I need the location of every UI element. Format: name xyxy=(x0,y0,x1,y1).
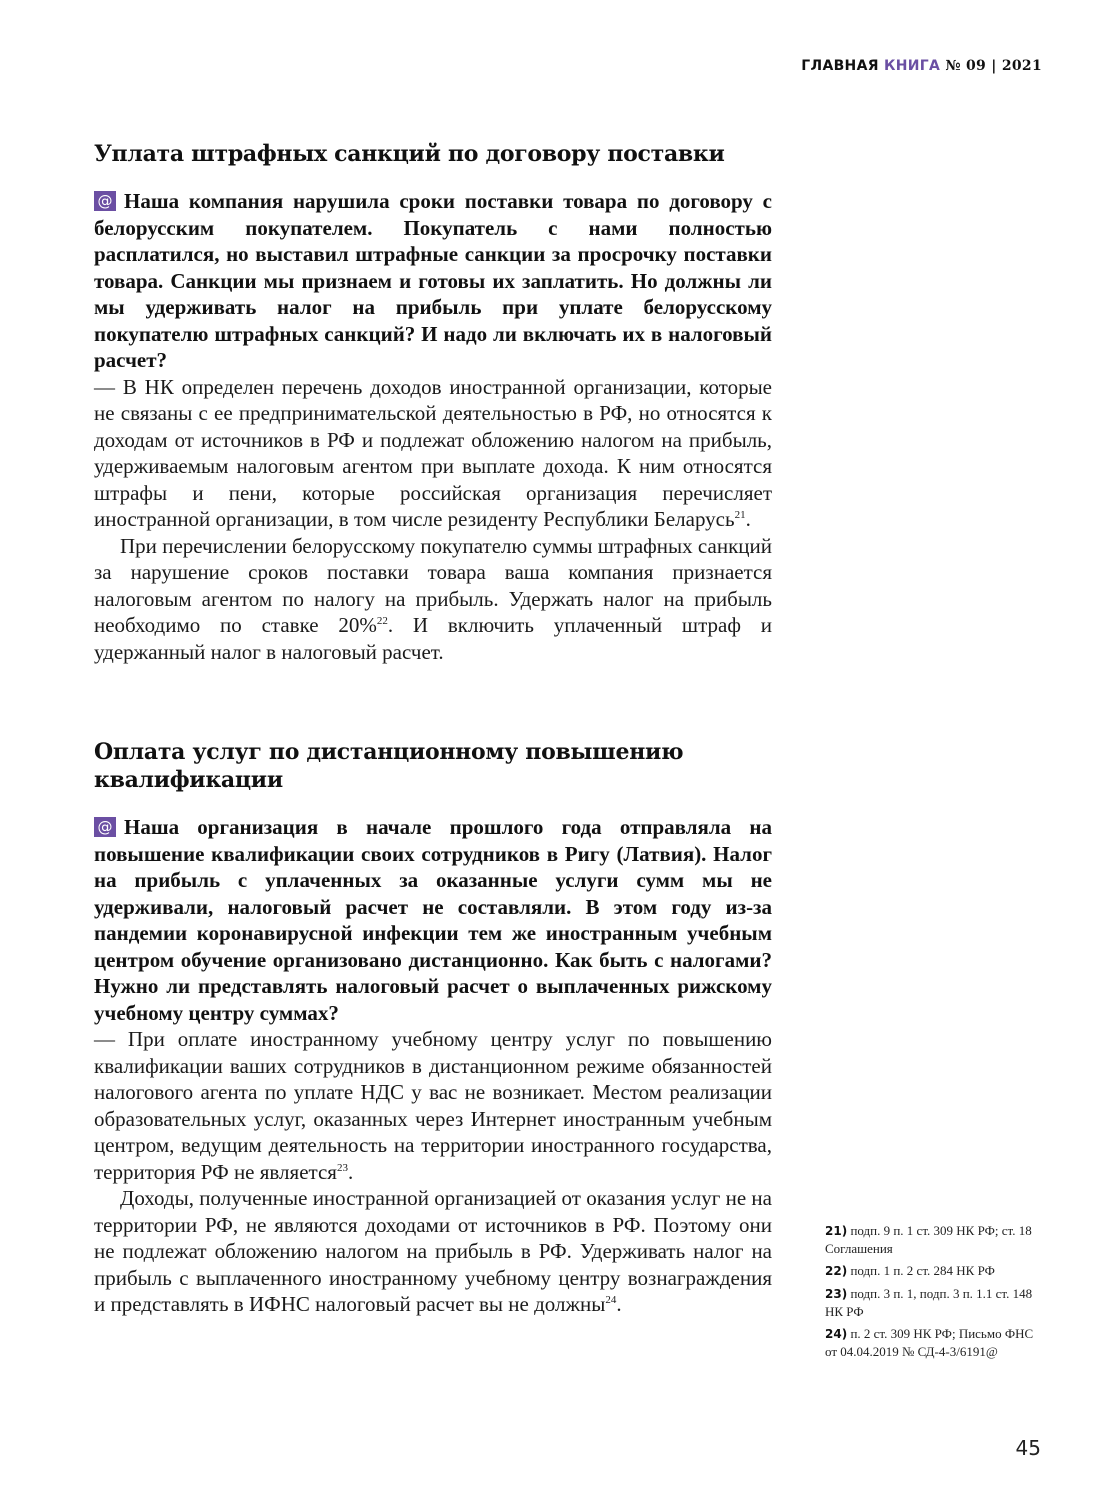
section-remote-training xyxy=(94,738,772,1318)
at-icon: @ xyxy=(94,191,116,211)
footnote-ref[interactable]: 24 xyxy=(605,1294,617,1306)
footnotes xyxy=(825,1222,1040,1365)
answer-text: — В НК определен перечень доходов иностранной организации, которые не связаны с ее предпринимательской деятельностью в РФ, но относятся к доходам от источников в РФ и подлежат обложению налогом на прибыль, удерживаемым налоговым агентом при выплате дохода. К ним относятся штрафы и пени, которые российская организация перечисляет иностранной организации, в том числе резиденту Республики Беларусь xyxy=(94,374,772,531)
period: . xyxy=(745,507,751,531)
footnote-21 xyxy=(825,1222,1040,1257)
masthead xyxy=(801,58,1042,74)
brand-name-part2: КНИГА xyxy=(883,58,941,74)
section-penalty-payment xyxy=(94,140,772,665)
footnote-text: п. 2 ст. 309 НК РФ; Письмо ФНС от 04.04.2019 № СД-4-3/6191@ xyxy=(825,1326,1034,1359)
answer-text: При перечислении белорусскому покупателю суммы штрафных санкций за нарушение сроков поставки товара ваша компания признается налоговым агентом по налогу на прибыль. Удержать налог на прибыль необходимо по ставке 20% xyxy=(94,533,772,637)
question-text xyxy=(94,188,772,374)
footnote-23 xyxy=(825,1285,1040,1320)
period: . xyxy=(347,1159,354,1184)
footnote-text: подп. 1 п. 2 ст. 284 НК РФ xyxy=(850,1263,995,1278)
answer-paragraph-1 xyxy=(94,1026,772,1185)
footnote-number: 23) xyxy=(825,1287,848,1301)
section-title: Уплата штрафных санкций по договору поставки xyxy=(94,141,725,167)
answer-text: Доходы, полученные иностранной организацией от оказания услуг не на территории РФ, не являются доходами от источников в РФ. Поэтому они не подлежат обложению налогом на прибыль в РФ. Удерживать налог на прибыль с выплаченного иностранному учебному центру вознаграждения и представлять в ИФНС налоговый расчет вы не должны xyxy=(94,1186,772,1316)
answer-paragraph-1 xyxy=(94,374,772,533)
answer-text: — При оплате иностранному учебному центру услуг по повышению квалификации ваших сотрудников в дистанционном режиме обязанностей налогового агента по уплате НДС у вас не возникает. Местом реализации образовательных услуг, оказанных через Интернет иностранным учебным центром, ведущим деятельность на территории иностранного государства, территория РФ не является xyxy=(94,1027,772,1184)
question-text xyxy=(94,814,772,1026)
question-body: Наша компания нарушила сроки поставки товара по договору с белорусским покупателем. Покупатель с нами полностью расплатился, но выставил штрафные санкции за просрочку поставки товара. Санкции мы признаем и готовы их заплатить. Но должны ли мы удерживать налог на прибыль при уплате белорусскому покупателю штрафных санкций? И надо ли включать их в налоговый расчет? xyxy=(94,189,772,372)
footnote-number: 22) xyxy=(825,1264,848,1278)
answer-paragraph-2 xyxy=(94,533,772,666)
footnote-number: 24) xyxy=(825,1327,848,1341)
footnote-ref[interactable]: 22 xyxy=(376,615,388,627)
at-icon: @ xyxy=(94,817,116,837)
answer-text-tail: . xyxy=(616,1292,622,1316)
footnote-ref[interactable]: 21 xyxy=(734,509,746,521)
brand-name-part1: ГЛАВНАЯ xyxy=(801,58,879,74)
section-title: Оплата услуг по дистанционному повышению квалификации xyxy=(94,739,684,793)
issue-number: № 09 | 2021 xyxy=(945,58,1042,74)
page-number: 45 xyxy=(1015,1436,1041,1460)
footnote-24 xyxy=(825,1325,1040,1360)
answer-text-tail: . И включить уплаченный штраф и удержанный налог в налоговый расчет. xyxy=(94,613,772,664)
footnote-text: подп. 9 п. 1 ст. 309 НК РФ; ст. 18 Соглашения xyxy=(825,1223,1032,1256)
footnote-text: подп. 3 п. 1, подп. 3 п. 1.1 ст. 148 НК РФ xyxy=(825,1286,1033,1319)
footnote-ref[interactable]: 23 xyxy=(336,1161,348,1174)
question-body: Наша организация в начале прошлого года отправляла на повышение квалификации своих сотрудников в Ригу (Латвия). Налог на прибыль с уплаченных за оказанные услуги сумм мы не удерживали, налоговый расчет не составляли. В этом году из-за пандемии коронавирусной инфекции тем же иностранным учебным центром обучение организовано дистанционно. Как быть с налогами? Нужно ли представлять налоговый расчет о выплаченных рижскому учебному центру суммах? xyxy=(94,815,772,1025)
answer-paragraph-2 xyxy=(94,1185,772,1318)
footnote-22 xyxy=(825,1262,1040,1280)
footnote-number: 21) xyxy=(825,1224,848,1238)
